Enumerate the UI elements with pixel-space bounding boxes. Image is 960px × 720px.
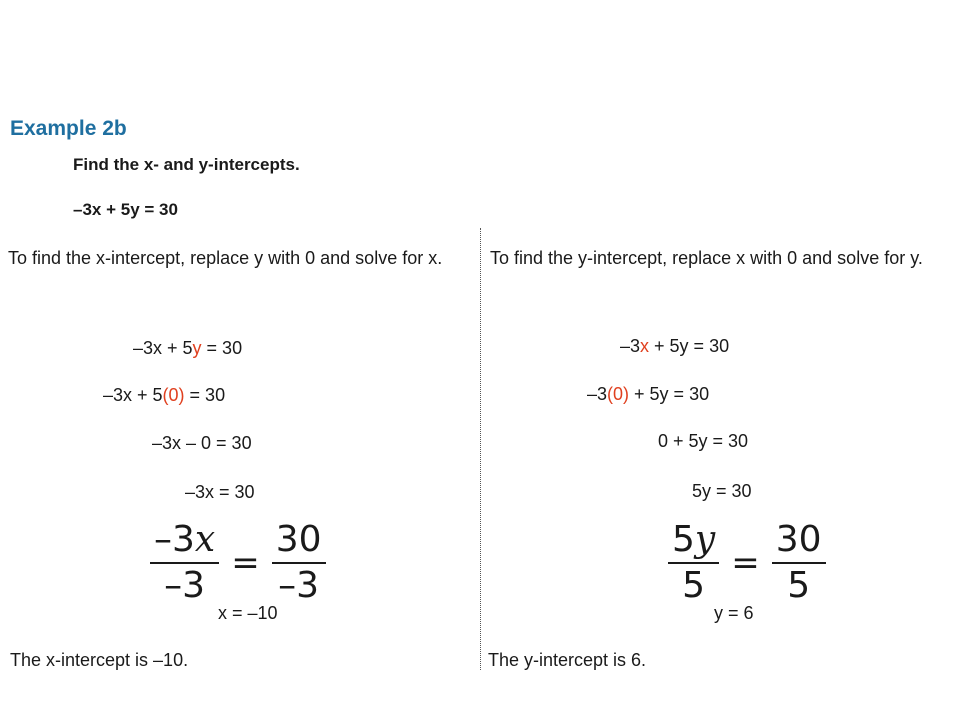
x-step-1-part-b: = 30 — [201, 338, 243, 358]
x-frac-left-den: –3 — [164, 565, 206, 606]
x-frac-right-den: –3 — [278, 565, 320, 606]
x-step-3: –3x – 0 = 30 — [152, 433, 252, 453]
x-step-2-part-a: –3x + 5 — [103, 385, 163, 405]
y-step-2-part-a: –3 — [587, 384, 608, 404]
instruction: Find the x- and y-intercepts. — [73, 155, 300, 174]
x-fraction-left — [150, 520, 219, 606]
y-intercept-intro: To find the y-intercept, replace x with 0 and solve for y. — [490, 248, 923, 268]
y-frac-left-den: 5 — [682, 565, 706, 606]
y-step-2-var: (0) — [607, 384, 630, 404]
y-conclusion: The y-intercept is 6. — [488, 650, 647, 670]
y-step-1-part-a: –3 — [620, 336, 641, 356]
y-step-4: 5y = 30 — [692, 481, 752, 501]
y-step-2 — [587, 384, 709, 405]
y-step-1-part-b: + 5y = 30 — [649, 336, 730, 356]
y-step-1 — [620, 336, 729, 357]
example-title: Example 2b — [10, 117, 127, 140]
y-fraction-equation — [668, 520, 826, 606]
x-intercept-intro: To find the x-intercept, replace y with 0 and solve for x. — [8, 248, 443, 268]
x-step-1-part-a: –3x + 5 — [133, 338, 193, 358]
x-frac-left-sign: – — [154, 519, 172, 560]
x-step-2 — [103, 385, 225, 406]
x-frac-equals: = — [231, 543, 260, 583]
x-conclusion: The x-intercept is –10. — [10, 650, 189, 670]
y-frac-left-var: y — [694, 519, 716, 560]
y-result: y = 6 — [714, 603, 754, 623]
y-step-3: 0 + 5y = 30 — [658, 431, 749, 451]
x-frac-right-num: 30 — [275, 519, 322, 560]
main-equation: –3x + 5y = 30 — [73, 200, 178, 219]
y-fraction-left — [668, 520, 719, 606]
x-fraction-equation — [150, 520, 326, 606]
x-result: x = –10 — [218, 603, 278, 623]
y-frac-right-num: 30 — [775, 519, 822, 560]
x-step-1-var: y — [192, 338, 202, 358]
y-frac-right-den: 5 — [787, 565, 811, 606]
x-step-4: –3x = 30 — [185, 482, 255, 502]
y-fraction-right — [772, 520, 826, 606]
x-step-2-var: (0) — [162, 385, 185, 405]
y-frac-left-coef: 5 — [672, 519, 695, 560]
y-step-1-var: x — [640, 336, 650, 356]
x-frac-left-coef: 3 — [172, 519, 195, 560]
y-frac-equals: = — [731, 543, 760, 583]
column-divider — [480, 228, 481, 670]
x-step-2-part-b: = 30 — [184, 385, 226, 405]
y-step-2-part-b: + 5y = 30 — [629, 384, 710, 404]
x-step-1 — [133, 338, 242, 359]
x-frac-left-var: x — [194, 519, 216, 560]
x-fraction-right — [272, 520, 326, 606]
